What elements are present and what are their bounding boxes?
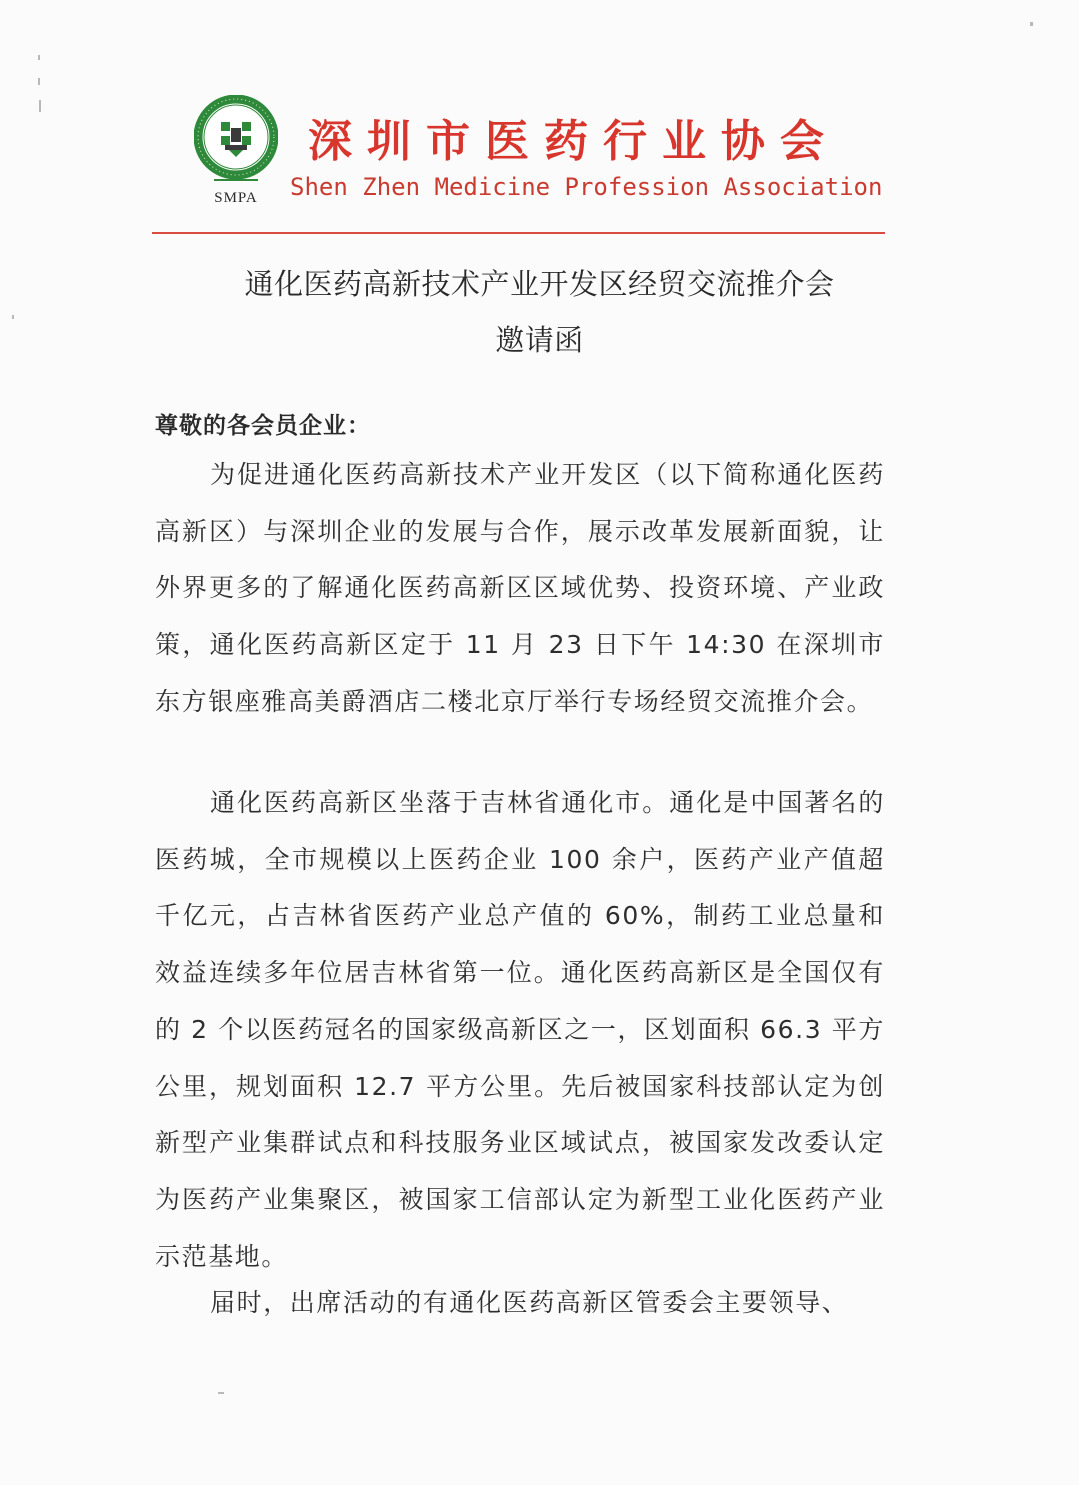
scan-speck: [38, 78, 40, 85]
body-paragraph: 为促进通化医药高新技术产业开发区（以下简称通化医药高新区）与深圳企业的发展与合作，展示改革发展新面貌，让外界更多的了解通化医药高新区区域优势、投资环境、产业政策，通化医药高新区定于 11 月 23 日下午 14:30 在深圳市东方银座雅高美爵酒店二楼北京厅举行专场经贸交流推介会。: [155, 460, 885, 716]
salutation: 尊敬的各会员企业：: [155, 413, 371, 439]
organization-name-english: Shen Zhen Medicine Profession Association: [290, 173, 883, 201]
smpa-emblem-icon: [194, 95, 278, 189]
body-paragraph: 通化医药高新区坐落于吉林省通化市。通化是中国著名的医药城，全市规模以上医药企业 100 余户，医药产业产值超千亿元，占吉林省医药产业总产值的 60%，制药工业总量和效益连续多年位居吉林省第一位。通化医药高新区是全国仅有的 2 个以医药冠名的国家级高新区之一，区划面积 66.3 平方公里，规划面积 12.7 平方公里。先后被国家科技部认定为创新型产业集群试点和科技服务业区域试点，被国家发改委认定为医药产业集聚区，被国家工信部认定为新型工业化医药产业示范基地。: [155, 788, 885, 1271]
organization-name-chinese: 深圳市医药行业协会: [308, 116, 839, 167]
letterhead: [190, 95, 890, 220]
scan-speck: [39, 100, 41, 112]
scan-speck: [38, 55, 40, 60]
logo-abbreviation: SMPA: [214, 190, 258, 206]
letterhead-divider: [152, 232, 885, 234]
body-paragraph: 届时，出席活动的有通化医药高新区管委会主要领导、: [210, 1288, 849, 1317]
document-subtitle: 邀请函: [495, 323, 584, 357]
association-logo: [190, 95, 282, 220]
document-title: 通化医药高新技术产业开发区经贸交流推介会: [244, 267, 835, 301]
scan-speck: [1030, 22, 1033, 26]
scan-speck: [218, 1392, 224, 1394]
